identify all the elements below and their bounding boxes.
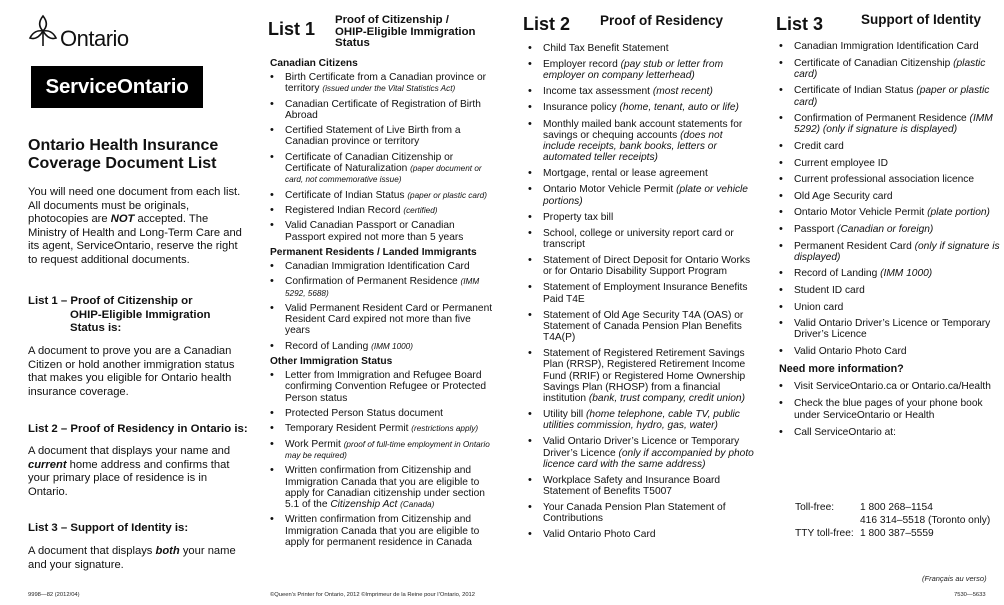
item-text: Protected Person Status document <box>285 407 443 419</box>
list2-item <box>528 43 754 54</box>
list1-subtitle-1: Proof of Citizenship / <box>335 14 449 26</box>
list1-item <box>270 261 496 272</box>
item-text: Current employee ID <box>794 157 888 169</box>
item-text: Canadian Immigration Identification Card <box>794 41 979 52</box>
list1-item <box>270 303 496 337</box>
list3-item <box>779 85 1001 107</box>
catalogue-code: 7530—5633 <box>954 592 986 598</box>
list3-desc-a: A document that displays <box>28 545 156 557</box>
list2-desc-a: A document that displays your name and <box>28 445 231 457</box>
item-text: Registered Indian Record <box>285 204 404 216</box>
item-text: Valid Ontario Photo Card <box>794 345 907 357</box>
list3-item <box>779 158 1001 169</box>
item-text: Valid Permanent Resident Card or Permanent Resident Card expired not more than five years <box>285 302 493 337</box>
tollfree-label: Toll-free: <box>795 502 835 513</box>
list2-column <box>514 0 768 605</box>
list3-items <box>779 41 1001 444</box>
more-info-item: • Visit ServiceOntario.ca or Ontario.ca/Health <box>779 381 1001 392</box>
list2-item <box>528 348 754 404</box>
list3-desc-b: your name and your signature. <box>28 545 236 571</box>
item-note: (issued under the Vital Statistics Act) <box>322 84 456 94</box>
item-text: Your Canada Pension Plan Statement of Contributions <box>543 502 726 525</box>
item-text: Child Tax Benefit Statement <box>543 43 669 54</box>
list2-subtitle: Proof of Residency <box>600 13 724 28</box>
list1-item <box>270 125 496 147</box>
tollfree-number-2: 416 314–5518 (Toronto only) <box>860 515 991 526</box>
item-text: Certified Statement of Live Birth from a Canadian province or territory <box>285 125 461 148</box>
form-number: 9998—82 (2012/04) <box>28 592 80 598</box>
french-note: (Français au verso) <box>922 574 987 583</box>
item-text: Record of Landing <box>285 340 372 352</box>
item-text: Statement of Registered Retirement Savings Plan (RRSP), Registered Retirement Income Fund (RRIF) or Registered Home Ownership Savings Plan (RHOSP) from a financial institution <box>543 348 746 404</box>
list3-column <box>768 0 1004 605</box>
list1-item <box>270 99 496 121</box>
item-text: Valid Ontario Photo Card <box>543 529 656 541</box>
item-note: (Canadian or foreign) <box>837 223 934 235</box>
list2-item <box>528 255 754 277</box>
item-text: Valid Canadian Passport or Canadian Passport expired not more than 5 years <box>285 220 464 243</box>
list2-item <box>528 282 754 304</box>
item-text: Statement of Old Age Security T4A (OAS) or Statement of Canada Pension Plan Benefits T4A(P) <box>543 309 744 344</box>
item-note: (plate or vehicle portions) <box>543 184 748 207</box>
item-note: (only if signature is displayed) <box>794 240 1000 263</box>
list3-item <box>779 41 1001 52</box>
item-text: Statement of Employment Insurance Benefits Paid T4E <box>543 282 748 305</box>
item-text: Statement of Direct Deposit for Ontario Works or for Ontario Disability Support Program <box>543 255 751 278</box>
list3-item <box>779 224 1001 235</box>
list2-item <box>528 475 754 497</box>
item-note: (paper or plastic card) <box>407 190 487 200</box>
list1-item <box>270 276 496 298</box>
list3-item <box>779 207 1001 218</box>
item-text: Property tax bill <box>543 211 614 223</box>
ontario-wordmark: Ontario <box>60 26 129 51</box>
list2-item <box>528 228 754 250</box>
list2-item <box>528 59 754 81</box>
list2-items <box>528 43 754 546</box>
list2-summary-heading: List 2 – Proof of Residency in Ontario is: <box>28 423 248 435</box>
list3-item <box>779 113 1001 135</box>
copyright: ©Queen’s Printer for Ontario, 2012 ©Imprimeur de la Reine pour l’Ontario, 2012 <box>270 592 475 598</box>
list1-section-list <box>270 261 496 352</box>
list2-item <box>528 409 754 431</box>
list3-item <box>779 141 1001 152</box>
list1-section-list <box>270 370 496 548</box>
list2-list <box>528 43 754 541</box>
item-text: Union card <box>794 301 844 313</box>
list1-number: List 1 <box>268 19 316 39</box>
list1-summary-line1: List 1 – Proof of Citizenship or <box>28 295 193 307</box>
more-info-item: • Call ServiceOntario at: <box>779 427 1001 438</box>
more-info-heading: Need more information? <box>779 363 904 376</box>
list1-summary-line2: OHIP-Eligible Immigration <box>70 308 211 321</box>
item-text: Ontario Motor Vehicle Permit <box>794 207 928 219</box>
more-info-list <box>779 381 1001 438</box>
item-text: Valid Ontario Driver’s Licence or Temporary Driver’s Licence <box>543 436 740 459</box>
list2-item <box>528 502 754 524</box>
list2-number: List 2 <box>523 14 571 34</box>
list3-item <box>779 58 1001 80</box>
list1-item <box>270 190 496 201</box>
list2-item <box>528 529 754 540</box>
item-text: Permanent Resident Card <box>794 240 915 252</box>
item-text: Certificate of Indian Status <box>794 85 917 97</box>
item-note: (IMM 5292) (only if signature is displayed) <box>794 113 993 136</box>
item-note: (most recent) <box>652 86 713 98</box>
item-text: Insurance policy <box>543 102 620 114</box>
list1-item <box>270 370 496 404</box>
page-title <box>28 137 248 173</box>
item-note: (paper document or card, not commemorative issue) <box>285 163 482 185</box>
item-note: (home, tenant, auto or life) <box>619 102 739 114</box>
list3-number: List 3 <box>776 14 824 34</box>
item-text: School, college or university report card or transcript <box>543 227 734 250</box>
list2-item <box>528 168 754 179</box>
item-note: (IMM 5292, 5688) <box>285 277 480 298</box>
list3-summary-heading: List 3 – Support of Identity is: <box>28 522 189 534</box>
item-text: Canadian Immigration Identification Card <box>285 260 470 272</box>
ontario-logo <box>28 14 129 51</box>
intro-text-b: accepted. The Ministry of Health and Long-Term Care and its agent, ServiceOntario, reserve the right to request additional documents. <box>28 213 242 266</box>
item-text: Written confirmation from Citizenship and Immigration Canada that you are eligible to apply for permanent residence in Canada <box>285 514 480 548</box>
more-info-item: • Check the blue pages of your phone book under ServiceOntario or Health <box>779 398 1001 420</box>
title-line-2: Coverage Document List <box>28 155 217 172</box>
list3-item <box>779 346 1001 357</box>
item-text: Credit card <box>794 140 844 152</box>
item-text: Confirmation of Permanent Residence <box>285 276 461 288</box>
item-text: Temporary Resident Permit <box>285 423 412 435</box>
list1-item <box>270 205 496 216</box>
list3-subtitle: Support of Identity <box>861 12 981 27</box>
list2-item <box>528 119 754 164</box>
list2-desc-em: current <box>28 458 67 471</box>
list1-item <box>270 439 496 461</box>
list2-item <box>528 212 754 223</box>
item-text: Canadian Certificate of Registration of Birth Abroad <box>285 98 481 121</box>
list1-section-heading: Permanent Residents / Landed Immigrants <box>270 246 477 258</box>
item-text: Student ID card <box>794 284 865 296</box>
list3-desc-em: both <box>155 545 180 557</box>
item-text: Ontario Motor Vehicle Permit <box>543 184 677 196</box>
item-note: (restrictions apply) <box>411 424 479 434</box>
item-text: Current professional association licence <box>794 174 975 186</box>
item-text: Workplace Safety and Insurance Board Statement of Benefits T5007 <box>543 474 721 498</box>
tty-number: 1 800 387–5559 <box>860 528 934 539</box>
list1-summary-heading <box>28 295 248 336</box>
item-text: Written confirmation from Citizenship and Immigration Canada that you are eligible to apply for Canadian citizenship under section 5.1 of the Citizenship Act <box>285 465 485 510</box>
item-note: (plate portion) <box>927 207 990 219</box>
list3-list <box>779 41 1001 357</box>
item-text: Old Age Security card <box>794 190 893 202</box>
list1-item <box>270 341 496 352</box>
intro-column <box>0 0 254 605</box>
item-text: Letter from Immigration and Refugee Board confirming Convention Refugee or Protected Person status <box>285 370 487 404</box>
item-note: (IMM 1000) <box>371 341 413 351</box>
item-note: (bank, trust company, credit union) <box>588 392 745 404</box>
intro-text-a: You will need one document from each list. All documents must be originals, photocopies are <box>28 186 241 226</box>
list3-item <box>779 268 1001 279</box>
list1-summary-line3: Status is: <box>70 322 122 335</box>
list1-section-heading: Canadian Citizens <box>270 58 358 69</box>
list1-item <box>270 465 496 510</box>
list2-item <box>528 86 754 97</box>
item-note: (home telephone, cable TV, public utilities commission, hydro, gas, water) <box>543 409 740 432</box>
item-text: Work Permit <box>285 438 344 450</box>
item-text: Confirmation of Permanent Residence <box>794 113 970 125</box>
list1-subtitle-3: Status <box>335 37 370 49</box>
list3-summary-desc <box>28 545 242 572</box>
list1-column <box>254 0 514 605</box>
item-text: Utility bill <box>543 409 587 421</box>
item-text: Valid Ontario Driver’s Licence or Temporary Driver’s Licence <box>794 318 991 341</box>
list2-desc-b: home address and confirms that your primary place of residence is in Ontario. <box>28 458 230 498</box>
intro-paragraph <box>28 186 242 268</box>
title-line-1: Ontario Health Insurance <box>28 137 219 154</box>
list1-sections <box>270 57 496 552</box>
serviceontario-box: ServiceOntario <box>31 66 203 108</box>
list2-item <box>528 184 754 206</box>
item-text: Birth Certificate from a Canadian province or territory <box>285 72 487 95</box>
item-note: (proof of full-time employment in Ontario may be required) <box>285 439 490 460</box>
item-text: Passport <box>794 223 838 235</box>
list1-subtitle-2: OHIP-Eligible Immigration <box>335 25 476 38</box>
list3-item <box>779 191 1001 202</box>
item-note: (pay stub or letter from employer on company letterhead) <box>543 59 724 82</box>
item-note: (plastic card) <box>794 57 986 80</box>
list1-item <box>270 514 496 548</box>
list1-summary-desc: A document to prove you are a Canadian Citizen or hold another immigration status that makes you eligible for Ontario health insurance coverage. <box>28 345 235 398</box>
tty-label: TTY toll-free: <box>795 528 854 539</box>
list1-item <box>270 423 496 434</box>
list1-item <box>270 152 496 186</box>
list1-section-list <box>270 72 496 243</box>
list2-item <box>528 436 754 470</box>
list3-item <box>779 285 1001 296</box>
item-text: Record of Landing <box>794 268 881 280</box>
list1-item <box>270 220 496 242</box>
list2-summary-desc <box>28 445 242 499</box>
list1-item <box>270 72 496 94</box>
item-note: (IMM 1000) <box>880 268 933 280</box>
item-note: (does not include receipts, bank books, letters or automated teller receipts) <box>543 129 723 164</box>
list3-item <box>779 174 1001 185</box>
list2-item <box>528 310 754 344</box>
list1-subtitle <box>335 15 476 50</box>
list3-item <box>779 241 1001 263</box>
item-note: (Canada) <box>400 499 435 509</box>
item-note: (paper or plastic card) <box>794 85 990 108</box>
item-text: Certificate of Canadian Citizenship <box>794 57 954 69</box>
tollfree-number-1: 1 800 268–1154 <box>860 502 933 513</box>
item-note: (only if accompanied by photo licence card with the same address) <box>543 447 754 470</box>
list3-item <box>779 302 1001 313</box>
item-text: Monthly mailed bank account statements for savings or chequing accounts <box>543 118 743 141</box>
item-text: Mortgage, rental or lease agreement <box>543 168 708 180</box>
list1-section-heading: Other Immigration Status <box>270 356 393 368</box>
intro-not: NOT <box>110 213 135 226</box>
item-text: Certificate of Indian Status <box>285 189 408 201</box>
list2-item <box>528 102 754 113</box>
list3-item <box>779 318 1001 340</box>
item-text: Income tax assessment <box>543 86 653 98</box>
item-text: Certificate of Canadian Citizenship or Certificate of Naturalization <box>285 151 454 174</box>
trillium-icon <box>28 14 58 48</box>
list1-item <box>270 408 496 419</box>
item-note: (certified) <box>403 205 438 215</box>
item-text: Employer record <box>543 59 621 71</box>
